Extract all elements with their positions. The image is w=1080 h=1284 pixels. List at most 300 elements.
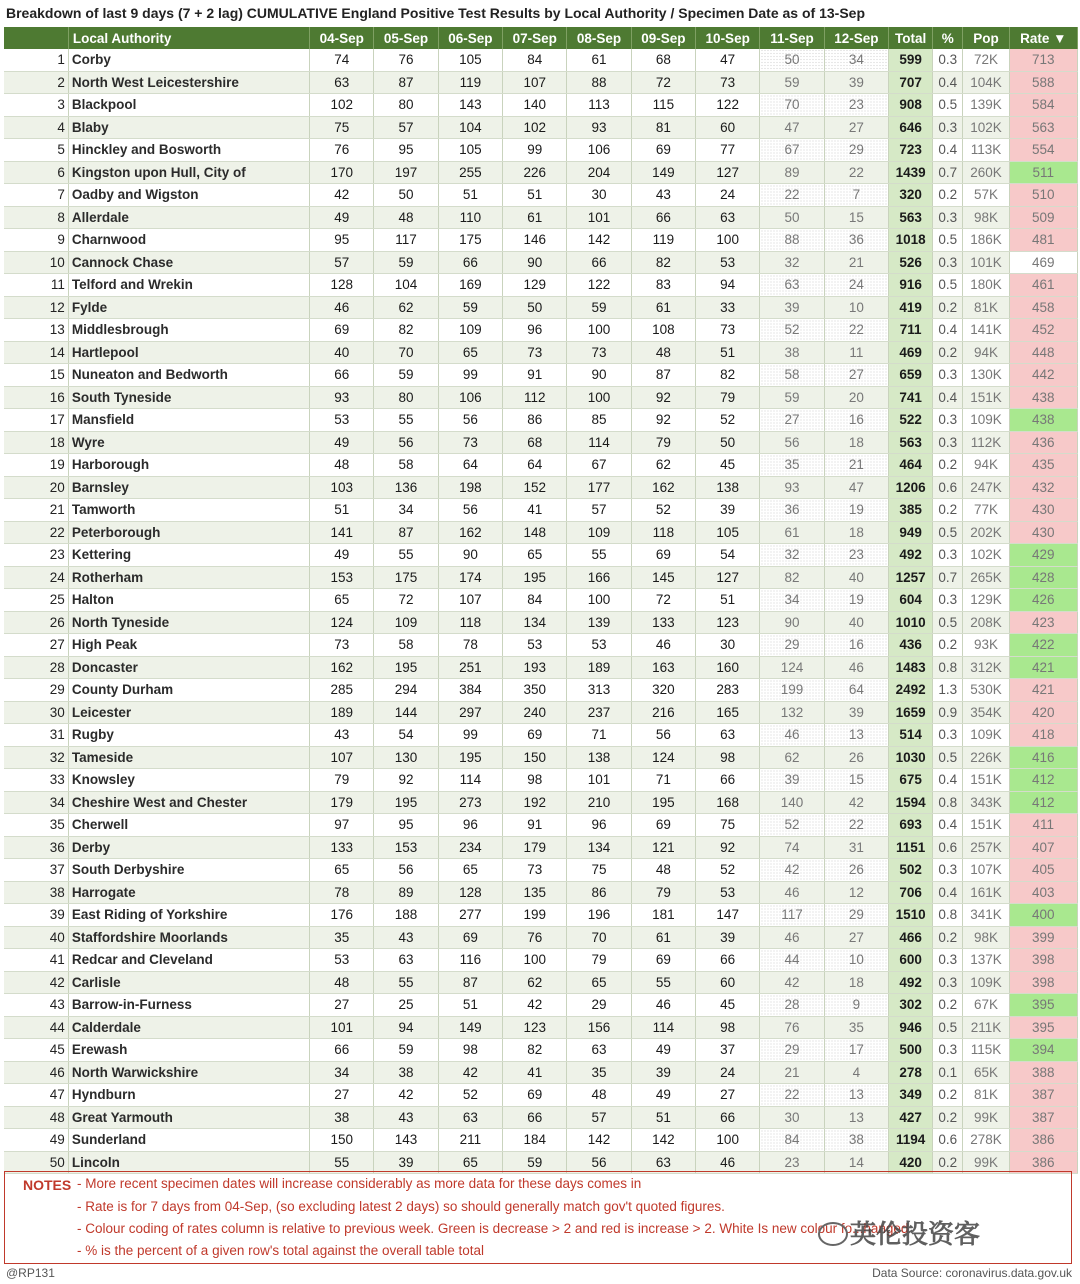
- day-count-cell: 25: [374, 994, 438, 1017]
- day-count-cell: 79: [631, 431, 695, 454]
- day-count-cell: 110: [438, 206, 502, 229]
- day-count-cell: 28: [760, 994, 824, 1017]
- day-count-cell: 30: [696, 634, 760, 657]
- day-count-cell: 49: [310, 431, 374, 454]
- day-count-cell: 62: [760, 746, 824, 769]
- day-count-cell: 65: [438, 341, 502, 364]
- day-count-cell: 166: [567, 566, 631, 589]
- day-count-cell: 68: [631, 49, 695, 71]
- day-count-cell: 285: [310, 679, 374, 702]
- day-count-cell: 79: [567, 949, 631, 972]
- table-row: [4, 499, 1078, 522]
- rate-cell: 554: [1009, 139, 1077, 162]
- day-count-cell: 51: [438, 184, 502, 207]
- total-cell: 646: [889, 116, 933, 139]
- day-count-cell: 38: [760, 341, 824, 364]
- day-count-cell: 72: [631, 71, 695, 94]
- day-count-cell: 79: [696, 386, 760, 409]
- population-cell: 115K: [963, 1039, 1009, 1062]
- percent-cell: 0.3: [933, 971, 963, 994]
- day-count-cell: 69: [503, 1084, 567, 1107]
- rate-cell: 511: [1009, 161, 1077, 184]
- rank-cell: 31: [4, 724, 68, 747]
- day-count-cell: 93: [760, 476, 824, 499]
- population-cell: 151K: [963, 769, 1009, 792]
- day-count-cell: 50: [760, 49, 824, 71]
- percent-cell: 0.4: [933, 319, 963, 342]
- percent-cell: 0.6: [933, 836, 963, 859]
- day-count-cell: 61: [567, 49, 631, 71]
- day-count-cell: 63: [696, 206, 760, 229]
- day-count-cell: 70: [374, 341, 438, 364]
- rate-cell: 421: [1009, 656, 1077, 679]
- day-count-cell: 42: [760, 971, 824, 994]
- day-count-cell: 165: [696, 701, 760, 724]
- day-count-cell: 32: [760, 544, 824, 567]
- day-count-cell: 55: [374, 409, 438, 432]
- table-row: [4, 49, 1078, 71]
- day-count-cell: 82: [631, 251, 695, 274]
- day-count-cell: 105: [438, 139, 502, 162]
- day-count-cell: 27: [824, 364, 888, 387]
- day-count-cell: 35: [824, 1016, 888, 1039]
- day-count-cell: 184: [503, 1129, 567, 1152]
- day-count-cell: 64: [438, 454, 502, 477]
- local-authority-cell: Rugby: [68, 724, 309, 747]
- rank-cell: 16: [4, 386, 68, 409]
- rate-cell: 407: [1009, 836, 1077, 859]
- day-count-cell: 62: [631, 454, 695, 477]
- total-cell: 1010: [889, 611, 933, 634]
- table-row: [4, 116, 1078, 139]
- day-count-cell: 27: [824, 926, 888, 949]
- local-authority-cell: Allerdale: [68, 206, 309, 229]
- total-cell: 436: [889, 634, 933, 657]
- day-count-cell: 84: [760, 1129, 824, 1152]
- day-count-cell: 118: [631, 521, 695, 544]
- day-count-cell: 51: [503, 184, 567, 207]
- day-count-cell: 16: [824, 409, 888, 432]
- rank-cell: 34: [4, 791, 68, 814]
- percent-cell: 0.3: [933, 544, 963, 567]
- column-header: 04-Sep: [310, 27, 374, 49]
- day-count-cell: 78: [310, 881, 374, 904]
- percent-cell: 0.5: [933, 611, 963, 634]
- day-count-cell: 52: [760, 814, 824, 837]
- day-count-cell: 119: [631, 229, 695, 252]
- day-count-cell: 73: [696, 319, 760, 342]
- day-count-cell: 30: [567, 184, 631, 207]
- table-row: [4, 476, 1078, 499]
- rank-cell: 19: [4, 454, 68, 477]
- day-count-cell: 98: [503, 769, 567, 792]
- day-count-cell: 162: [631, 476, 695, 499]
- day-count-cell: 117: [374, 229, 438, 252]
- day-count-cell: 71: [567, 724, 631, 747]
- population-cell: 354K: [963, 701, 1009, 724]
- rank-cell: 3: [4, 94, 68, 117]
- local-authority-cell: Lincoln: [68, 1151, 309, 1174]
- day-count-cell: 39: [696, 926, 760, 949]
- local-authority-cell: Blackpool: [68, 94, 309, 117]
- day-count-cell: 162: [310, 656, 374, 679]
- rate-cell: 452: [1009, 319, 1077, 342]
- rate-cell: 399: [1009, 926, 1077, 949]
- day-count-cell: 216: [631, 701, 695, 724]
- author-handle: @RP131: [6, 1266, 55, 1280]
- day-count-cell: 55: [567, 544, 631, 567]
- day-count-cell: 79: [631, 881, 695, 904]
- day-count-cell: 63: [310, 71, 374, 94]
- rate-cell: 387: [1009, 1106, 1077, 1129]
- rank-cell: 10: [4, 251, 68, 274]
- day-count-cell: 22: [760, 1084, 824, 1107]
- population-cell: 161K: [963, 881, 1009, 904]
- day-count-cell: 144: [374, 701, 438, 724]
- day-count-cell: 71: [631, 769, 695, 792]
- rank-cell: 41: [4, 949, 68, 972]
- day-count-cell: 39: [696, 499, 760, 522]
- day-count-cell: 66: [696, 949, 760, 972]
- day-count-cell: 59: [567, 296, 631, 319]
- day-count-cell: 140: [503, 94, 567, 117]
- day-count-cell: 181: [631, 904, 695, 927]
- percent-cell: 0.3: [933, 116, 963, 139]
- day-count-cell: 82: [374, 319, 438, 342]
- total-cell: 1257: [889, 566, 933, 589]
- total-cell: 675: [889, 769, 933, 792]
- day-count-cell: 43: [310, 724, 374, 747]
- day-count-cell: 45: [696, 454, 760, 477]
- percent-cell: 0.3: [933, 364, 963, 387]
- day-count-cell: 96: [438, 814, 502, 837]
- day-count-cell: 17: [824, 1039, 888, 1062]
- local-authority-cell: Harrogate: [68, 881, 309, 904]
- watermark: 英伦投资客: [850, 1219, 981, 1249]
- table-row: [4, 701, 1078, 724]
- day-count-cell: 48: [310, 454, 374, 477]
- rank-cell: 32: [4, 746, 68, 769]
- rate-cell: 395: [1009, 994, 1077, 1017]
- total-cell: 1206: [889, 476, 933, 499]
- population-cell: 101K: [963, 251, 1009, 274]
- day-count-cell: 105: [438, 49, 502, 71]
- day-count-cell: 100: [567, 589, 631, 612]
- day-count-cell: 59: [503, 1151, 567, 1174]
- day-count-cell: 109: [438, 319, 502, 342]
- total-cell: 1659: [889, 701, 933, 724]
- rank-cell: 36: [4, 836, 68, 859]
- table-row: [4, 904, 1078, 927]
- day-count-cell: 169: [438, 274, 502, 297]
- rank-cell: 33: [4, 769, 68, 792]
- population-cell: 265K: [963, 566, 1009, 589]
- percent-cell: 0.3: [933, 49, 963, 71]
- rank-cell: 46: [4, 1061, 68, 1084]
- table-row: [4, 139, 1078, 162]
- day-count-cell: 27: [696, 1084, 760, 1107]
- rate-cell: 428: [1009, 566, 1077, 589]
- total-cell: 2492: [889, 679, 933, 702]
- note-line: - Rate is for 7 days from 04-Sep, (so excluding latest 2 days) so should generally match gov't quoted figures.: [77, 1199, 725, 1214]
- day-count-cell: 50: [696, 431, 760, 454]
- rank-cell: 27: [4, 634, 68, 657]
- percent-cell: 0.2: [933, 184, 963, 207]
- local-authority-cell: Great Yarmouth: [68, 1106, 309, 1129]
- population-cell: 247K: [963, 476, 1009, 499]
- total-cell: 1018: [889, 229, 933, 252]
- rank-cell: 28: [4, 656, 68, 679]
- day-count-cell: 114: [567, 431, 631, 454]
- day-count-cell: 73: [696, 71, 760, 94]
- day-count-cell: 189: [310, 701, 374, 724]
- day-count-cell: 51: [438, 994, 502, 1017]
- table-row: [4, 1129, 1078, 1152]
- day-count-cell: 199: [760, 679, 824, 702]
- table-row: [4, 1039, 1078, 1062]
- day-count-cell: 53: [696, 881, 760, 904]
- day-count-cell: 142: [567, 229, 631, 252]
- day-count-cell: 72: [631, 589, 695, 612]
- day-count-cell: 56: [374, 431, 438, 454]
- day-count-cell: 132: [760, 701, 824, 724]
- day-count-cell: 143: [374, 1129, 438, 1152]
- total-cell: 278: [889, 1061, 933, 1084]
- total-cell: 949: [889, 521, 933, 544]
- column-header: Local Authority: [68, 27, 309, 49]
- day-count-cell: 52: [631, 499, 695, 522]
- day-count-cell: 134: [567, 836, 631, 859]
- local-authority-cell: Derby: [68, 836, 309, 859]
- rate-cell: 432: [1009, 476, 1077, 499]
- day-count-cell: 163: [631, 656, 695, 679]
- total-cell: 1483: [889, 656, 933, 679]
- day-count-cell: 104: [374, 274, 438, 297]
- day-count-cell: 63: [760, 274, 824, 297]
- day-count-cell: 92: [631, 409, 695, 432]
- day-count-cell: 95: [310, 229, 374, 252]
- rate-cell: 429: [1009, 544, 1077, 567]
- day-count-cell: 49: [310, 544, 374, 567]
- day-count-cell: 98: [438, 1039, 502, 1062]
- day-count-cell: 74: [310, 49, 374, 71]
- rank-cell: 15: [4, 364, 68, 387]
- day-count-cell: 65: [503, 544, 567, 567]
- rank-cell: 25: [4, 589, 68, 612]
- population-cell: 139K: [963, 94, 1009, 117]
- rank-cell: 39: [4, 904, 68, 927]
- rank-cell: 42: [4, 971, 68, 994]
- day-count-cell: 90: [503, 251, 567, 274]
- percent-cell: 0.2: [933, 499, 963, 522]
- day-count-cell: 34: [310, 1061, 374, 1084]
- day-count-cell: 91: [503, 814, 567, 837]
- day-count-cell: 109: [567, 521, 631, 544]
- day-count-cell: 69: [631, 139, 695, 162]
- results-table: [4, 27, 1078, 1174]
- table-row: [4, 71, 1078, 94]
- rank-cell: 5: [4, 139, 68, 162]
- percent-cell: 0.8: [933, 904, 963, 927]
- day-count-cell: 10: [824, 296, 888, 319]
- percent-cell: 0.5: [933, 94, 963, 117]
- day-count-cell: 27: [824, 116, 888, 139]
- day-count-cell: 127: [696, 161, 760, 184]
- rate-cell: 510: [1009, 184, 1077, 207]
- total-cell: 464: [889, 454, 933, 477]
- population-cell: 72K: [963, 49, 1009, 71]
- population-cell: 208K: [963, 611, 1009, 634]
- day-count-cell: 105: [696, 521, 760, 544]
- day-count-cell: 44: [760, 949, 824, 972]
- local-authority-cell: North Warwickshire: [68, 1061, 309, 1084]
- table-row: [4, 566, 1078, 589]
- percent-cell: 0.3: [933, 206, 963, 229]
- day-count-cell: 90: [438, 544, 502, 567]
- total-cell: 599: [889, 49, 933, 71]
- column-header: 06-Sep: [438, 27, 502, 49]
- column-header: Pop: [963, 27, 1009, 49]
- total-cell: 706: [889, 881, 933, 904]
- table-row: [4, 1084, 1078, 1107]
- day-count-cell: 104: [438, 116, 502, 139]
- local-authority-cell: Halton: [68, 589, 309, 612]
- rate-cell: 430: [1009, 499, 1077, 522]
- day-count-cell: 78: [438, 634, 502, 657]
- table-row: [4, 161, 1078, 184]
- day-count-cell: 89: [760, 161, 824, 184]
- day-count-cell: 195: [374, 656, 438, 679]
- population-cell: 99K: [963, 1151, 1009, 1174]
- day-count-cell: 43: [374, 926, 438, 949]
- day-count-cell: 57: [374, 116, 438, 139]
- day-count-cell: 58: [760, 364, 824, 387]
- day-count-cell: 39: [824, 71, 888, 94]
- total-cell: 419: [889, 296, 933, 319]
- local-authority-cell: Telford and Wrekin: [68, 274, 309, 297]
- day-count-cell: 47: [824, 476, 888, 499]
- rank-cell: 17: [4, 409, 68, 432]
- day-count-cell: 50: [760, 206, 824, 229]
- day-count-cell: 74: [760, 836, 824, 859]
- day-count-cell: 103: [310, 476, 374, 499]
- rank-cell: 9: [4, 229, 68, 252]
- total-cell: 711: [889, 319, 933, 342]
- day-count-cell: 27: [760, 409, 824, 432]
- table-row: [4, 814, 1078, 837]
- day-count-cell: 122: [567, 274, 631, 297]
- percent-cell: 1.3: [933, 679, 963, 702]
- rate-cell: 430: [1009, 521, 1077, 544]
- day-count-cell: 69: [631, 814, 695, 837]
- rate-cell: 388: [1009, 1061, 1077, 1084]
- column-header[interactable]: Rate ▼: [1009, 27, 1077, 49]
- local-authority-cell: Tameside: [68, 746, 309, 769]
- day-count-cell: 15: [824, 206, 888, 229]
- day-count-cell: 13: [824, 724, 888, 747]
- day-count-cell: 61: [631, 296, 695, 319]
- day-count-cell: 31: [824, 836, 888, 859]
- rank-cell: 12: [4, 296, 68, 319]
- day-count-cell: 33: [696, 296, 760, 319]
- day-count-cell: 41: [503, 1061, 567, 1084]
- day-count-cell: 273: [438, 791, 502, 814]
- percent-cell: 0.5: [933, 274, 963, 297]
- day-count-cell: 62: [374, 296, 438, 319]
- percent-cell: 0.4: [933, 881, 963, 904]
- day-count-cell: 168: [696, 791, 760, 814]
- day-count-cell: 80: [374, 386, 438, 409]
- local-authority-cell: Hyndburn: [68, 1084, 309, 1107]
- rank-cell: 23: [4, 544, 68, 567]
- day-count-cell: 174: [438, 566, 502, 589]
- local-authority-cell: Carlisle: [68, 971, 309, 994]
- local-authority-cell: East Riding of Yorkshire: [68, 904, 309, 927]
- percent-cell: 0.2: [933, 926, 963, 949]
- day-count-cell: 42: [438, 1061, 502, 1084]
- table-row: [4, 364, 1078, 387]
- day-count-cell: 152: [503, 476, 567, 499]
- rank-cell: 30: [4, 701, 68, 724]
- day-count-cell: 69: [631, 544, 695, 567]
- day-count-cell: 47: [696, 49, 760, 71]
- population-cell: 102K: [963, 544, 1009, 567]
- total-cell: 320: [889, 184, 933, 207]
- rank-cell: 7: [4, 184, 68, 207]
- day-count-cell: 107: [438, 589, 502, 612]
- rank-cell: 45: [4, 1039, 68, 1062]
- rank-cell: 2: [4, 71, 68, 94]
- population-cell: 94K: [963, 341, 1009, 364]
- day-count-cell: 14: [824, 1151, 888, 1174]
- day-count-cell: 70: [567, 926, 631, 949]
- day-count-cell: 53: [310, 949, 374, 972]
- table-row: [4, 454, 1078, 477]
- percent-cell: 0.3: [933, 949, 963, 972]
- rate-cell: 426: [1009, 589, 1077, 612]
- day-count-cell: 51: [696, 589, 760, 612]
- day-count-cell: 73: [503, 859, 567, 882]
- table-row: [4, 319, 1078, 342]
- day-count-cell: 92: [696, 836, 760, 859]
- local-authority-cell: Leicester: [68, 701, 309, 724]
- day-count-cell: 45: [696, 994, 760, 1017]
- table-row: [4, 1106, 1078, 1129]
- day-count-cell: 56: [438, 409, 502, 432]
- total-cell: 741: [889, 386, 933, 409]
- day-count-cell: 90: [567, 364, 631, 387]
- day-count-cell: 64: [503, 454, 567, 477]
- day-count-cell: 102: [310, 94, 374, 117]
- day-count-cell: 46: [696, 1151, 760, 1174]
- day-count-cell: 100: [696, 1129, 760, 1152]
- day-count-cell: 93: [310, 386, 374, 409]
- day-count-cell: 90: [760, 611, 824, 634]
- day-count-cell: 66: [503, 1106, 567, 1129]
- day-count-cell: 48: [374, 206, 438, 229]
- table-row: [4, 94, 1078, 117]
- table-row: [4, 836, 1078, 859]
- day-count-cell: 175: [374, 566, 438, 589]
- day-count-cell: 59: [760, 386, 824, 409]
- day-count-cell: 39: [374, 1151, 438, 1174]
- local-authority-cell: Corby: [68, 49, 309, 71]
- percent-cell: 0.7: [933, 161, 963, 184]
- total-cell: 1510: [889, 904, 933, 927]
- notes-label: NOTES: [23, 1177, 72, 1193]
- day-count-cell: 18: [824, 431, 888, 454]
- population-cell: 94K: [963, 454, 1009, 477]
